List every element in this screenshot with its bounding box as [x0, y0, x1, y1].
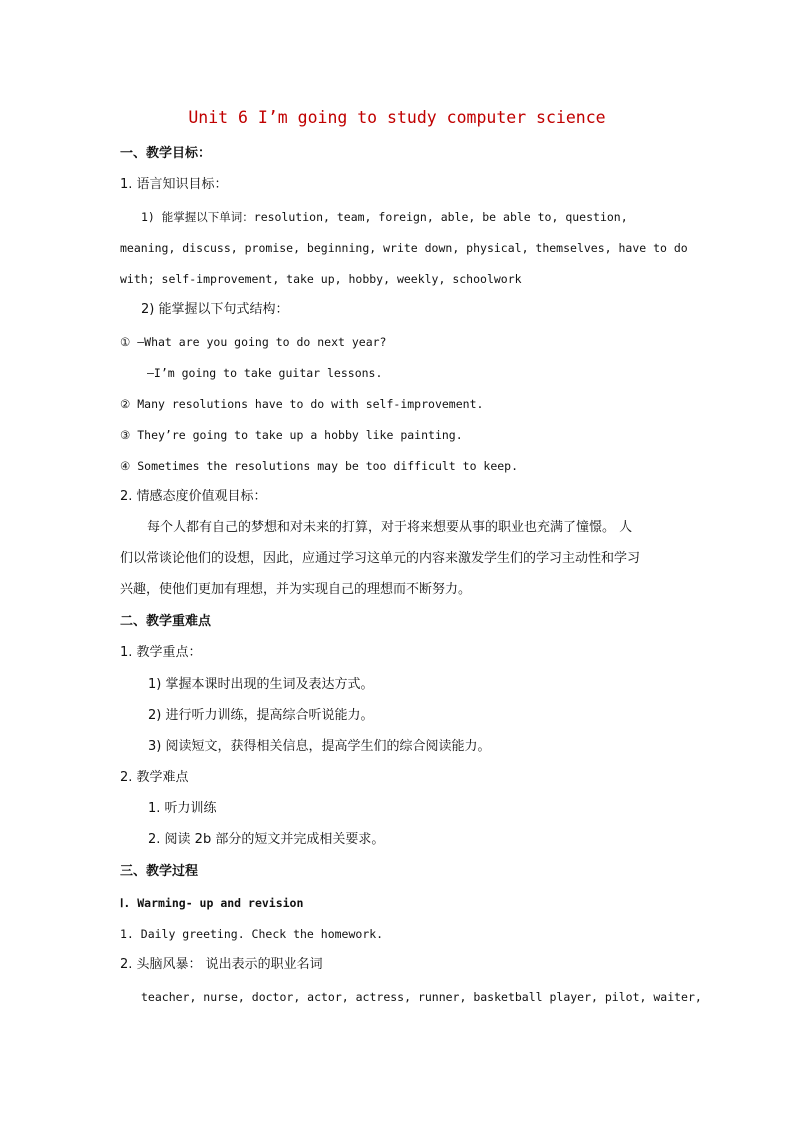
difficulty-2: 2. 阅读 2b 部分的短文并完成相关要求。: [148, 832, 385, 847]
sentence-item-1a: ① —What are you going to do next year?: [120, 335, 387, 349]
sentence-item-2: ② Many resolutions have to do with self-improvement.: [120, 397, 484, 411]
key-point-2: 2) 进行听力训练，提高综合听说能力。: [148, 708, 374, 723]
step-heading-warming-up: Ⅰ. Warming- up and revision: [120, 896, 304, 910]
sentence-structure-heading: 2) 能掌握以下句式结构：: [141, 302, 289, 317]
subheading-emotion-goals: 2. 情感态度价值观目标：: [120, 489, 267, 504]
step-2: 2. 头脑风暴： 说出表示的职业名词: [120, 957, 323, 972]
paragraph-line-2: 们以常谈论他们的设想，因此，应通过学习这单元的内容来激发学生们的学习主动性和学习: [120, 551, 641, 566]
subheading-difficulties: 2. 教学难点: [120, 770, 189, 785]
subheading-key-points: 1. 教学重点：: [120, 645, 202, 660]
section-heading-key-points: 二、教学重难点: [120, 614, 212, 629]
sentence-item-1b: —I’m going to take guitar lessons.: [147, 366, 383, 380]
paragraph-line-1: 每个人都有自己的梦想和对未来的打算，对于将来想要从事的职业也充满了憧憬。 人: [147, 520, 633, 535]
vocab-line-1: 1) 能掌握以下单词：resolution, team, foreign, able, be able to, question,: [141, 210, 628, 224]
occupation-list: teacher, nurse, doctor, actor, actress, runner, basketball player, pilot, waiter,: [141, 990, 702, 1004]
key-point-1: 1) 掌握本课时出现的生词及表达方式。: [148, 677, 374, 692]
paragraph-line-3: 兴趣，使他们更加有理想，并为实现自己的理想而不断努力。: [120, 582, 472, 597]
vocab-line-3: with; self-improvement, take up, hobby, weekly, schoolwork: [120, 272, 522, 286]
step-1: 1. Daily greeting. Check the homework.: [120, 927, 384, 941]
vocab-line-2: meaning, discuss, promise, beginning, write down, physical, themselves, have to do: [120, 241, 688, 255]
section-heading-objectives: 一、教学目标：: [120, 146, 212, 161]
subheading-language-knowledge: 1. 语言知识目标：: [120, 177, 228, 192]
sentence-item-3: ③ They’re going to take up a hobby like painting.: [120, 428, 463, 442]
difficulty-1: 1. 听力训练: [148, 801, 217, 816]
document-title: Unit 6 I’m going to study computer science: [188, 108, 606, 127]
sentence-item-4: ④ Sometimes the resolutions may be too difficult to keep.: [120, 459, 519, 473]
key-point-3: 3) 阅读短文，获得相关信息，提高学生们的综合阅读能力。: [148, 739, 491, 754]
section-heading-process: 三、教学过程: [120, 864, 199, 879]
